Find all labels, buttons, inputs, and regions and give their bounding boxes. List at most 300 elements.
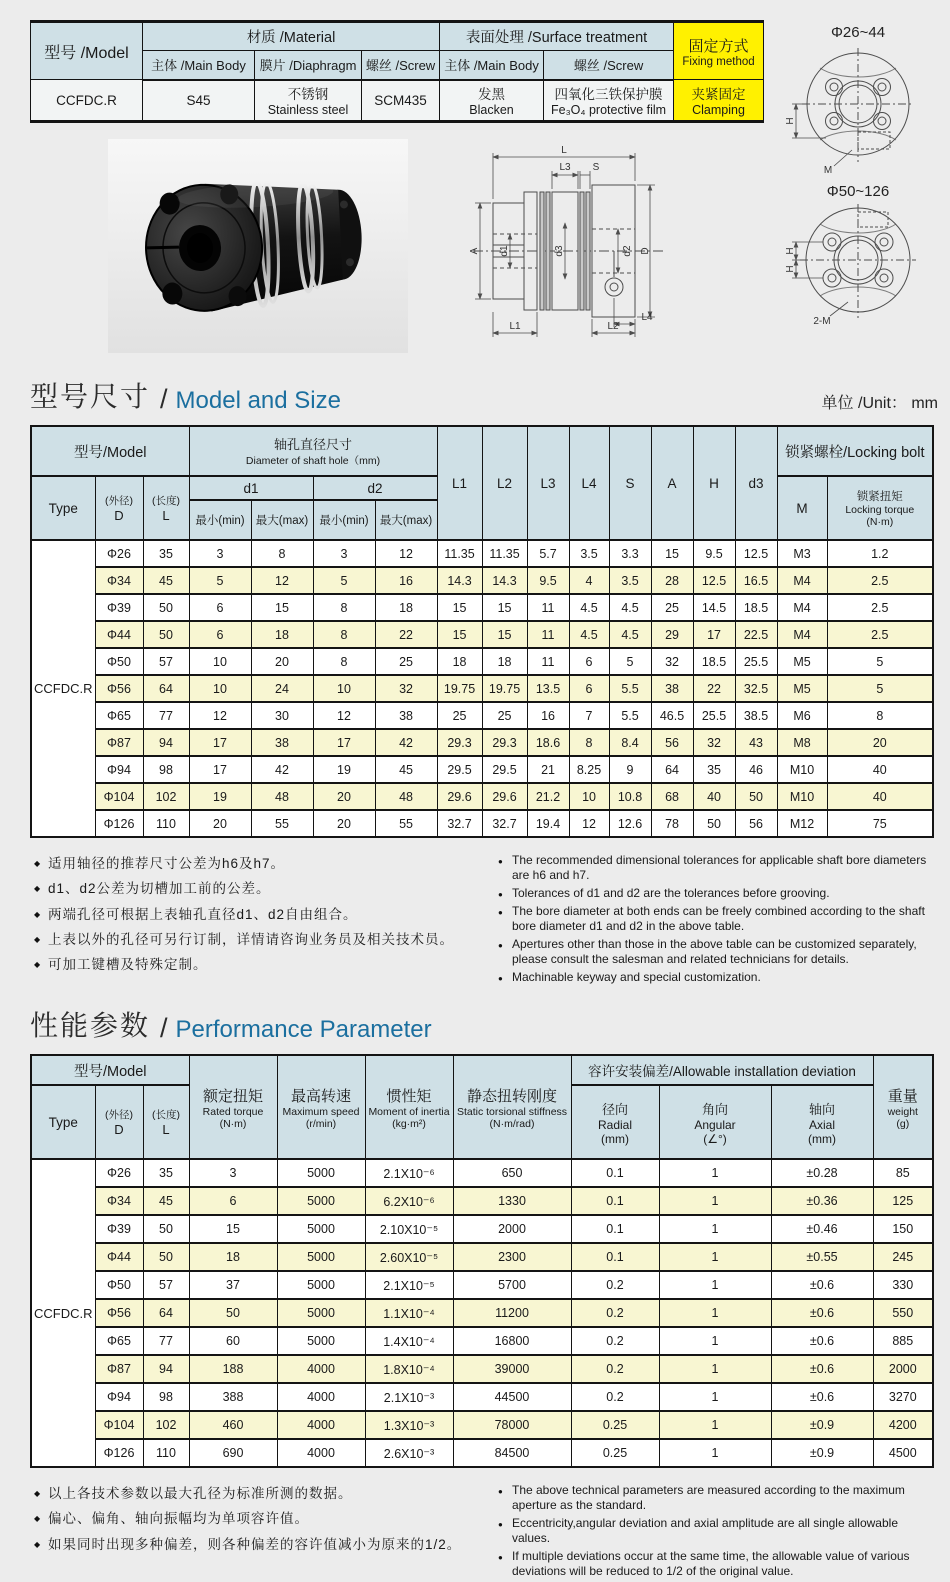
- size-notes-en-list: [498, 853, 938, 985]
- cell-d1-max: 55: [251, 810, 313, 837]
- cell-stiffness: 78000: [453, 1411, 571, 1439]
- size-header-d2-max: 最大(max): [375, 500, 437, 540]
- size-title-en: Model and Size: [175, 387, 341, 414]
- cell-length: 50: [143, 621, 189, 648]
- spec-header-fixing: [674, 22, 764, 80]
- cell-M: M4: [777, 567, 827, 594]
- cell-d1-min: 10: [189, 648, 251, 675]
- note-item: [498, 1483, 938, 1513]
- cell-d3: 43: [735, 729, 777, 756]
- cell-d3: 50: [735, 783, 777, 810]
- dot-bullet-icon: ●: [498, 1553, 503, 1562]
- end-view-bottom-title: Φ50~126: [826, 183, 890, 200]
- cell-d3: 18.5: [735, 594, 777, 621]
- cell-H: 9.5: [693, 540, 735, 567]
- size-header-type: Type: [31, 476, 95, 540]
- cell-L3: 9.5: [527, 567, 569, 594]
- end-bottom-m-label: 2-M: [813, 316, 831, 327]
- size-header-d1-min: 最小(min): [189, 500, 251, 540]
- cell-angular: 1: [659, 1383, 771, 1411]
- spec-header-main-body: 主体 /Main Body: [143, 51, 255, 80]
- cell-weight: 2000: [873, 1355, 933, 1383]
- cell-L3: 11: [527, 594, 569, 621]
- perf-notes: [34, 1480, 938, 1582]
- perf-table-row: [31, 1187, 933, 1215]
- cell-d1-min: 17: [189, 729, 251, 756]
- stiff-en: Static torsional stiffness: [456, 1105, 568, 1118]
- size-header-L1: L1: [437, 426, 482, 540]
- cell-stiffness: 84500: [453, 1439, 571, 1467]
- cell-length: 64: [143, 675, 189, 702]
- perf-header-weight: [873, 1055, 933, 1159]
- size-header-model-group: 型号/Model: [31, 426, 189, 476]
- perf-header-model-group: 型号/Model: [31, 1055, 189, 1085]
- cell-d2-max: 48: [375, 783, 437, 810]
- cell-S: 4.5: [609, 594, 651, 621]
- size-header-L4: L4: [569, 426, 609, 540]
- cell-stiffness: 2300: [453, 1243, 571, 1271]
- cell-d1-max: 20: [251, 648, 313, 675]
- spec-diaphragm-value: [255, 80, 362, 122]
- fixing-title-cn: 固定方式: [688, 37, 749, 55]
- cell-rated-torque: 388: [189, 1383, 277, 1411]
- surface-main-en: Blacken: [469, 103, 514, 118]
- size-table-row: [31, 594, 933, 621]
- cell-L3: 19.4: [527, 810, 569, 837]
- perf-table-row: [31, 1439, 933, 1467]
- side-section-drawing: [418, 139, 758, 359]
- radial-en: Radial: [597, 1117, 633, 1132]
- note-text: Apertures other than those in the above table can be customized separately, please consult the salesman and related technicians for details.: [512, 937, 917, 966]
- cell-L2: 25: [482, 702, 527, 729]
- cell-length: 102: [143, 1411, 189, 1439]
- rated-unit: (N·m): [219, 1117, 247, 1130]
- diamond-bullet-icon: ◆: [34, 934, 42, 944]
- cell-d2-min: 20: [313, 810, 375, 837]
- cell-radial: 0.2: [571, 1383, 659, 1411]
- cell-outer-diameter: Φ50: [95, 1271, 143, 1299]
- cell-inertia: 2.1X10⁻⁶: [365, 1159, 453, 1187]
- diamond-bullet-icon: ◆: [34, 884, 42, 894]
- cell-A: 46.5: [651, 702, 693, 729]
- note-text: d1、d2公差为切槽加工前的公差。: [48, 881, 271, 897]
- size-header-d1-max: 最大(max): [251, 500, 313, 540]
- inertia-en: Moment of inertia: [368, 1105, 450, 1118]
- cell-L2: 14.3: [482, 567, 527, 594]
- cell-L4: 8: [569, 729, 609, 756]
- spec-model-value: CCFDC.R: [31, 80, 143, 122]
- angular-unit: (∠°): [703, 1131, 727, 1146]
- dim-label-d3: d3: [554, 245, 565, 257]
- cell-inertia: 2.10X10⁻⁵: [365, 1215, 453, 1243]
- cell-L4: 4.5: [569, 594, 609, 621]
- cell-angular: 1: [659, 1215, 771, 1243]
- cell-axial: ±0.6: [771, 1271, 873, 1299]
- size-table-row: [31, 810, 933, 837]
- cell-d2-max: 16: [375, 567, 437, 594]
- cell-d2-max: 22: [375, 621, 437, 648]
- size-header-d: [95, 476, 143, 540]
- cell-d2-min: 8: [313, 594, 375, 621]
- cell-outer-diameter: Φ44: [95, 1243, 143, 1271]
- cell-length: 45: [143, 567, 189, 594]
- cell-rated-torque: 3: [189, 1159, 277, 1187]
- cell-radial: 0.2: [571, 1299, 659, 1327]
- cell-rated-torque: 188: [189, 1355, 277, 1383]
- cell-L4: 6: [569, 648, 609, 675]
- cell-d1-max: 48: [251, 783, 313, 810]
- cell-inertia: 6.2X10⁻⁶: [365, 1187, 453, 1215]
- cell-outer-diameter: Φ94: [95, 756, 143, 783]
- cell-L1: 15: [437, 621, 482, 648]
- cell-d2-min: 19: [313, 756, 375, 783]
- cell-S: 5: [609, 648, 651, 675]
- note-text: 可加工键槽及特殊定制。: [48, 957, 208, 973]
- cell-d1-max: 24: [251, 675, 313, 702]
- cell-radial: 0.2: [571, 1271, 659, 1299]
- size-header-l: [143, 476, 189, 540]
- perf-header-axial: [771, 1085, 873, 1159]
- cell-angular: 1: [659, 1327, 771, 1355]
- axial-en: Axial: [809, 1117, 836, 1132]
- cell-L4: 8.25: [569, 756, 609, 783]
- perf-table-row: [31, 1271, 933, 1299]
- cell-outer-diameter: Φ56: [95, 1299, 143, 1327]
- dim-label-d1: d1: [499, 245, 510, 257]
- stiff-cn: 静态扭转刚度: [466, 1087, 557, 1105]
- cell-length: 98: [143, 756, 189, 783]
- cell-d2-min: 3: [313, 540, 375, 567]
- cell-S: 5.5: [609, 702, 651, 729]
- cell-L4: 4.5: [569, 621, 609, 648]
- note-item: [498, 1516, 938, 1546]
- cell-d1-max: 42: [251, 756, 313, 783]
- cell-L1: 15: [437, 594, 482, 621]
- cell-outer-diameter: Φ39: [95, 594, 143, 621]
- note-item: [34, 1483, 482, 1505]
- size-header-A: A: [651, 426, 693, 540]
- cell-weight: 885: [873, 1327, 933, 1355]
- d-cn: (外径): [105, 495, 133, 507]
- cell-d1-max: 30: [251, 702, 313, 729]
- cell-length: 94: [143, 729, 189, 756]
- coupling-photo: [108, 139, 408, 353]
- cell-angular: 1: [659, 1299, 771, 1327]
- cell-axial: ±0.46: [771, 1215, 873, 1243]
- cell-d3: 25.5: [735, 648, 777, 675]
- perf-header-rated: [189, 1055, 277, 1159]
- cell-weight: 125: [873, 1187, 933, 1215]
- cell-H: 40: [693, 783, 735, 810]
- l-cn: (长度): [152, 495, 180, 507]
- cell-d2-min: 12: [313, 702, 375, 729]
- cell-inertia: 1.8X10⁻⁴: [365, 1355, 453, 1383]
- cell-d3: 12.5: [735, 540, 777, 567]
- cell-d1-max: 8: [251, 540, 313, 567]
- cell-stiffness: 11200: [453, 1299, 571, 1327]
- cell-stiffness: 39000: [453, 1355, 571, 1383]
- cell-radial: 0.2: [571, 1327, 659, 1355]
- size-header-d1: d1: [189, 476, 313, 500]
- spec-row: [31, 80, 764, 122]
- weight-cn: 重量: [887, 1087, 918, 1105]
- cell-rated-torque: 60: [189, 1327, 277, 1355]
- cell-d1-min: 3: [189, 540, 251, 567]
- speed-cn: 最高转速: [290, 1087, 351, 1105]
- cell-d1-min: 6: [189, 621, 251, 648]
- perf-d-cn: (外径): [105, 1109, 133, 1121]
- cell-weight: 3270: [873, 1383, 933, 1411]
- size-table-row: [31, 567, 933, 594]
- cell-radial: 0.1: [571, 1187, 659, 1215]
- cell-length: 50: [143, 1243, 189, 1271]
- perf-header-radial: [571, 1085, 659, 1159]
- cell-axial: ±0.9: [771, 1411, 873, 1439]
- cell-H: 17: [693, 621, 735, 648]
- cell-length: 50: [143, 594, 189, 621]
- cell-rated-torque: 18: [189, 1243, 277, 1271]
- perf-l-label: L: [162, 1122, 170, 1137]
- rated-en: Rated torque: [202, 1105, 264, 1118]
- note-item: [34, 954, 482, 976]
- cell-stiffness: 2000: [453, 1215, 571, 1243]
- cell-A: 68: [651, 783, 693, 810]
- l-label: L: [162, 508, 170, 523]
- perf-header-speed: [277, 1055, 365, 1159]
- note-item: [34, 1534, 482, 1556]
- speed-unit: (r/min): [305, 1117, 337, 1130]
- note-item: [34, 929, 482, 951]
- cell-A: 28: [651, 567, 693, 594]
- size-table: [30, 425, 934, 838]
- cell-A: 29: [651, 621, 693, 648]
- cell-H: 22: [693, 675, 735, 702]
- cell-d2-min: 5: [313, 567, 375, 594]
- cell-d3: 46: [735, 756, 777, 783]
- cell-L2: 19.75: [482, 675, 527, 702]
- spec-surface-screw-value: [544, 80, 674, 122]
- angular-cn: 角向: [701, 1101, 728, 1117]
- note-text: Eccentricity,angular deviation and axial amplitude are all single allowable values.: [512, 1516, 898, 1545]
- cell-max-speed: 5000: [277, 1159, 365, 1187]
- cell-radial: 0.25: [571, 1411, 659, 1439]
- inertia-cn: 惯性矩: [386, 1087, 432, 1105]
- cell-outer-diameter: Φ65: [95, 1327, 143, 1355]
- size-table-row: [31, 648, 933, 675]
- note-text: 上表以外的孔径可另行订制，详情请咨询业务员及相关技术员。: [48, 931, 454, 947]
- cell-d2-min: 10: [313, 675, 375, 702]
- cell-L3: 18.6: [527, 729, 569, 756]
- cell-A: 38: [651, 675, 693, 702]
- fixing-title-en: Fixing method: [682, 55, 755, 68]
- cell-d2-max: 12: [375, 540, 437, 567]
- cell-L4: 10: [569, 783, 609, 810]
- perf-header-stiffness: [453, 1055, 571, 1159]
- inertia-unit: (kg·m²): [392, 1117, 426, 1130]
- note-text: The bore diameter at both ends can be freely combined according to the shaft bore diameter d1 and d2 in the above table.: [512, 904, 925, 933]
- cell-axial: ±0.6: [771, 1355, 873, 1383]
- cell-axial: ±0.28: [771, 1159, 873, 1187]
- size-table-row: [31, 729, 933, 756]
- perf-header-angular: [659, 1085, 771, 1159]
- perf-table-row: [31, 1383, 933, 1411]
- perf-title-en: Performance Parameter: [175, 1016, 432, 1043]
- cell-S: 3.3: [609, 540, 651, 567]
- cell-axial: ±0.55: [771, 1243, 873, 1271]
- perf-table-row: [31, 1299, 933, 1327]
- cell-outer-diameter: Φ34: [95, 567, 143, 594]
- note-text: Machinable keyway and special customization.: [512, 970, 761, 984]
- cell-d2-min: 8: [313, 621, 375, 648]
- cell-L1: 11.35: [437, 540, 482, 567]
- radial-cn: 径向: [601, 1101, 628, 1117]
- cell-A: 56: [651, 729, 693, 756]
- cell-M: M5: [777, 675, 827, 702]
- cell-outer-diameter: Φ26: [95, 1159, 143, 1187]
- cell-locking-torque: 5: [827, 648, 933, 675]
- cell-max-speed: 4000: [277, 1411, 365, 1439]
- note-item: [498, 1549, 938, 1579]
- cell-length: 110: [143, 810, 189, 837]
- end-bottom-h1-label: H: [785, 247, 796, 255]
- cell-length: 35: [143, 1159, 189, 1187]
- perf-title-cn: 性能参数: [30, 1010, 151, 1041]
- cell-L1: 29.3: [437, 729, 482, 756]
- perf-d-label: D: [114, 1122, 124, 1137]
- end-top-h-label: H: [785, 117, 796, 125]
- cell-M: M10: [777, 783, 827, 810]
- note-text: The above technical parameters are measured according to the maximum aperture as the standard.: [512, 1483, 905, 1512]
- cell-radial: 0.1: [571, 1243, 659, 1271]
- size-table-row: [31, 756, 933, 783]
- cell-stiffness: 650: [453, 1159, 571, 1187]
- note-item: [498, 886, 938, 901]
- cell-L2: 18: [482, 648, 527, 675]
- cell-length: 50: [143, 1215, 189, 1243]
- cell-outer-diameter: Φ87: [95, 729, 143, 756]
- cell-angular: 1: [659, 1187, 771, 1215]
- cell-d2-max: 42: [375, 729, 437, 756]
- cell-d2-max: 55: [375, 810, 437, 837]
- cell-max-speed: 5000: [277, 1215, 365, 1243]
- cell-outer-diameter: Φ104: [95, 1411, 143, 1439]
- dim-label-A: A: [469, 247, 480, 255]
- cell-H: 32: [693, 729, 735, 756]
- dim-label-L: L: [561, 145, 567, 156]
- cell-length: 77: [143, 1327, 189, 1355]
- axial-cn: 轴向: [809, 1101, 836, 1117]
- cell-d3: 32.5: [735, 675, 777, 702]
- note-item: [498, 853, 938, 883]
- cell-L3: 16: [527, 702, 569, 729]
- cell-axial: ±0.6: [771, 1383, 873, 1411]
- cell-outer-diameter: Φ39: [95, 1215, 143, 1243]
- perf-table-body: [31, 1159, 933, 1467]
- perf-header-type: Type: [31, 1085, 95, 1159]
- speed-en: Maximum speed: [282, 1105, 360, 1118]
- size-header-S: S: [609, 426, 651, 540]
- cell-locking-torque: 2.5: [827, 567, 933, 594]
- cell-weight: 85: [873, 1159, 933, 1187]
- cell-outer-diameter: Φ87: [95, 1355, 143, 1383]
- perf-title-sep: /: [160, 1013, 168, 1043]
- size-table-row: [31, 540, 933, 567]
- cell-d2-min: 17: [313, 729, 375, 756]
- size-header-torque: [827, 476, 933, 540]
- diamond-bullet-icon: ◆: [34, 1489, 42, 1498]
- cell-locking-torque: 2.5: [827, 594, 933, 621]
- dim-label-L2: L2: [607, 321, 619, 332]
- spec-header-surface-group: 表面处理 /Surface treatment: [440, 22, 674, 51]
- cell-locking-torque: 40: [827, 783, 933, 810]
- size-section-title: [30, 375, 938, 415]
- visuals-row: [30, 139, 768, 359]
- rated-cn: 额定扭矩: [202, 1087, 263, 1105]
- dot-bullet-icon: ●: [498, 941, 503, 950]
- d-label: D: [114, 508, 124, 523]
- size-header-shaft-group: [189, 426, 437, 476]
- note-text: If multiple deviations occur at the same time, the allowable value of various deviations will be reduced to 1/2 of the original value.: [512, 1549, 910, 1578]
- cell-outer-diameter: Φ104: [95, 783, 143, 810]
- cell-L2: 29.5: [482, 756, 527, 783]
- cell-inertia: 2.1X10⁻³: [365, 1383, 453, 1411]
- cell-angular: 1: [659, 1439, 771, 1467]
- cell-max-speed: 4000: [277, 1355, 365, 1383]
- cell-length: 77: [143, 702, 189, 729]
- cell-d1-max: 12: [251, 567, 313, 594]
- spec-main-body-value: S45: [143, 80, 255, 122]
- size-type-cell: CCFDC.R: [31, 540, 95, 837]
- cell-outer-diameter: Φ26: [95, 540, 143, 567]
- spec-header-surface-main: 主体 /Main Body: [440, 51, 544, 80]
- cell-L4: 4: [569, 567, 609, 594]
- cell-stiffness: 1330: [453, 1187, 571, 1215]
- size-table-row: [31, 783, 933, 810]
- cell-outer-diameter: Φ94: [95, 1383, 143, 1411]
- size-title-sep: /: [160, 384, 168, 414]
- note-item: [34, 878, 482, 900]
- cell-inertia: 2.60X10⁻⁵: [365, 1243, 453, 1271]
- cell-inertia: 1.1X10⁻⁴: [365, 1299, 453, 1327]
- cell-d2-max: 38: [375, 702, 437, 729]
- perf-header-inertia: [365, 1055, 453, 1159]
- note-text: 两端孔径可根据上表轴孔直径d1、d2自由组合。: [48, 906, 358, 922]
- cell-outer-diameter: Φ44: [95, 621, 143, 648]
- cell-L3: 21.2: [527, 783, 569, 810]
- stiff-unit: (N·m/rad): [489, 1117, 535, 1130]
- cell-H: 25.5: [693, 702, 735, 729]
- cell-locking-torque: 40: [827, 756, 933, 783]
- cell-outer-diameter: Φ34: [95, 1187, 143, 1215]
- size-table-row: [31, 621, 933, 648]
- spec-fixing-value: [674, 80, 764, 122]
- cell-radial: 0.1: [571, 1159, 659, 1187]
- cell-S: 9: [609, 756, 651, 783]
- size-table-row: [31, 675, 933, 702]
- cell-d3: 38.5: [735, 702, 777, 729]
- dot-bullet-icon: ●: [498, 974, 503, 983]
- perf-notes-en-list: [498, 1483, 938, 1579]
- cell-d2-max: 18: [375, 594, 437, 621]
- dim-label-L1: L1: [509, 321, 521, 332]
- cell-rated-torque: 460: [189, 1411, 277, 1439]
- note-item: [498, 904, 938, 934]
- cell-L2: 15: [482, 594, 527, 621]
- spec-header-surface-screw: 螺丝 /Screw: [544, 51, 674, 80]
- cell-weight: 4200: [873, 1411, 933, 1439]
- size-table-row: [31, 702, 933, 729]
- cell-H: 18.5: [693, 648, 735, 675]
